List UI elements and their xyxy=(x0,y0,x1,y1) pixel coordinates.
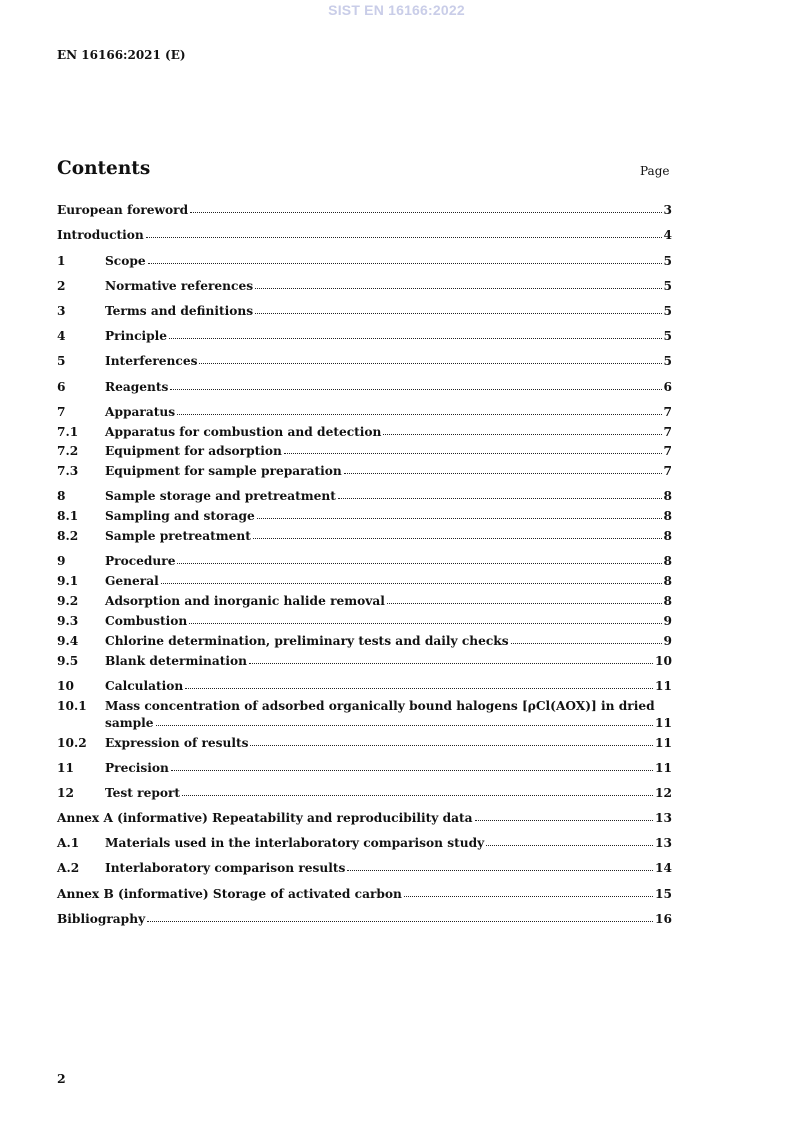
toc-entry-title: Adsorption and inorganic halide removal xyxy=(105,594,385,608)
toc-entry[interactable] xyxy=(57,911,672,928)
toc-entry-number: 10.1 xyxy=(57,699,87,713)
page-column-label: Page xyxy=(640,164,670,178)
dot-leader xyxy=(486,845,653,846)
toc-entry-title: Sampling and storage xyxy=(105,509,255,523)
toc-entry-title: Principle xyxy=(105,329,168,343)
toc-entry[interactable] xyxy=(57,573,672,590)
toc-entry-number: 9.4 xyxy=(57,634,79,648)
toc-entry[interactable] xyxy=(57,593,672,610)
toc-entry[interactable] xyxy=(57,303,672,320)
dot-leader xyxy=(170,389,661,390)
toc-entry-page: 12 xyxy=(655,786,672,800)
toc-entry-page: 15 xyxy=(655,887,672,901)
toc-entry-title: Interlaboratory comparison results xyxy=(105,861,346,875)
dot-leader xyxy=(190,212,661,213)
toc-entry[interactable] xyxy=(57,278,672,295)
dot-leader xyxy=(257,518,662,519)
toc-entry-title: Equipment for adsorption xyxy=(105,444,282,458)
toc-entry-page: 13 xyxy=(655,836,672,850)
toc-entry-number: 5 xyxy=(57,354,66,368)
toc-entry-title: Terms and definitions xyxy=(105,304,254,318)
toc-entry[interactable] xyxy=(57,443,672,460)
document-reference: EN 16166:2021 (E) xyxy=(57,48,186,62)
toc-entry-page: 14 xyxy=(655,861,672,875)
toc-entry-page: 8 xyxy=(663,594,672,608)
toc-entry-number: 7.3 xyxy=(57,464,79,478)
toc-entry[interactable] xyxy=(57,508,672,525)
toc-entry-page: 5 xyxy=(663,304,672,318)
toc-entry[interactable] xyxy=(57,253,672,270)
toc-entry[interactable] xyxy=(57,424,672,441)
toc-entry-page: 5 xyxy=(663,329,672,343)
toc-entry-title: sample xyxy=(105,716,154,730)
dot-leader xyxy=(146,237,662,238)
toc-entry[interactable] xyxy=(57,227,672,244)
toc-entry-number: 3 xyxy=(57,304,66,318)
toc-entry-number: 9.2 xyxy=(57,594,79,608)
toc-entry-page: 4 xyxy=(663,228,672,242)
toc-entry-number: 8 xyxy=(57,489,66,503)
toc-entry-title: Sample pretreatment xyxy=(105,529,251,543)
toc-entry-title: Materials used in the interlaboratory comparison study xyxy=(105,836,485,850)
toc-entry-title: Precision xyxy=(105,761,169,775)
toc-entry-title: Apparatus xyxy=(105,405,176,419)
dot-leader xyxy=(177,414,661,415)
toc-entry-number: 4 xyxy=(57,329,66,343)
toc-entry-title: European foreword xyxy=(57,203,189,217)
toc-entry-page: 13 xyxy=(655,811,672,825)
toc-entry-page: 9 xyxy=(663,634,672,648)
toc-entry-title: Normative references xyxy=(105,279,254,293)
toc-entry-page: 7 xyxy=(663,425,672,439)
toc-entry[interactable] xyxy=(57,810,672,827)
dot-leader xyxy=(255,288,661,289)
toc-entry-title: Chlorine determination, preliminary tests and daily checks xyxy=(105,634,509,648)
dot-leader xyxy=(511,643,662,644)
toc-entry[interactable] xyxy=(57,328,672,345)
toc-entry[interactable] xyxy=(57,633,672,650)
toc-entry-number: 6 xyxy=(57,380,66,394)
dot-leader xyxy=(387,603,662,604)
watermark: SIST EN 16166:2022 xyxy=(328,2,465,18)
toc-entry-page: 5 xyxy=(663,279,672,293)
toc-entry[interactable] xyxy=(57,886,672,903)
toc-entry-page: 5 xyxy=(663,354,672,368)
dot-leader xyxy=(182,795,653,796)
toc-entry-number: 2 xyxy=(57,279,66,293)
contents-heading: Contents xyxy=(57,158,151,179)
toc-entry-page: 8 xyxy=(663,574,672,588)
toc-entry-number: 9.1 xyxy=(57,574,79,588)
toc-entry-page: 5 xyxy=(663,254,672,268)
toc-entry-number: 7 xyxy=(57,405,66,419)
toc-entry-page: 9 xyxy=(663,614,672,628)
toc-entry-title: Calculation xyxy=(105,679,184,693)
toc-entry-page: 7 xyxy=(663,464,672,478)
page-number: 2 xyxy=(57,1071,66,1086)
dot-leader xyxy=(475,820,653,821)
toc-entry-page: 7 xyxy=(663,444,672,458)
dot-leader xyxy=(185,688,653,689)
toc-entry[interactable] xyxy=(57,698,672,732)
toc-entry-page: 11 xyxy=(655,679,672,693)
dot-leader xyxy=(284,453,662,454)
toc-entry[interactable] xyxy=(57,785,672,802)
toc-entry-number: 8.1 xyxy=(57,509,79,523)
toc-entry-title: Equipment for sample preparation xyxy=(105,464,342,478)
toc-entry-title: Combustion xyxy=(105,614,188,628)
toc-entry-title: Apparatus for combustion and detection xyxy=(105,425,382,439)
dot-leader xyxy=(156,725,653,726)
toc-entry[interactable] xyxy=(57,613,672,630)
toc-entry-title: Sample storage and pretreatment xyxy=(105,489,336,503)
toc-entry[interactable] xyxy=(57,379,672,396)
toc-entry-title: Blank determination xyxy=(105,654,247,668)
toc-entry-title: Annex B (informative) Storage of activated carbon xyxy=(57,887,402,901)
toc-entry-title: General xyxy=(105,574,159,588)
dot-leader xyxy=(250,745,653,746)
toc-entry[interactable] xyxy=(57,835,672,852)
toc-entry-title: Introduction xyxy=(57,228,144,242)
toc-entry-number: 12 xyxy=(57,786,74,800)
dot-leader xyxy=(169,338,661,339)
toc-entry-page: 7 xyxy=(663,405,672,419)
toc-entry[interactable] xyxy=(57,760,672,777)
toc-entry[interactable] xyxy=(57,653,672,670)
toc-entry-number: 7.2 xyxy=(57,444,79,458)
toc-entry-page: 8 xyxy=(663,554,672,568)
dot-leader xyxy=(199,363,661,364)
toc-entry-title: Reagents xyxy=(105,380,169,394)
toc-entry[interactable] xyxy=(57,553,672,570)
dot-leader xyxy=(383,434,661,435)
toc-entry-page: 16 xyxy=(655,912,672,926)
dot-leader xyxy=(147,921,653,922)
toc-entry-page: 11 xyxy=(655,736,672,750)
toc-entry-number: 10.2 xyxy=(57,736,87,750)
dot-leader xyxy=(344,473,662,474)
dot-leader xyxy=(253,538,662,539)
dot-leader xyxy=(177,563,661,564)
toc-entry-number: 9 xyxy=(57,554,66,568)
toc-entry-page: 6 xyxy=(663,380,672,394)
toc-entry-page: 11 xyxy=(655,761,672,775)
toc-entry-title: Scope xyxy=(105,254,146,268)
dot-leader xyxy=(338,498,662,499)
toc-entry-page: 8 xyxy=(663,509,672,523)
toc-entry[interactable] xyxy=(57,528,672,545)
toc-entry-title-line: Mass concentration of adsorbed organically bound halogens [ρCl(AOX)] in dried xyxy=(105,699,655,713)
dot-leader xyxy=(161,583,662,584)
dot-leader xyxy=(404,896,653,897)
toc-entry-number: 9.3 xyxy=(57,614,79,628)
toc-entry-title: Interferences xyxy=(105,354,198,368)
toc-entry-title: Annex A (informative) Repeatability and reproducibility data xyxy=(57,811,473,825)
dot-leader xyxy=(148,263,662,264)
toc-entry-number: A.2 xyxy=(57,861,80,875)
toc-entry-title: Procedure xyxy=(105,554,176,568)
toc-entry-number: 11 xyxy=(57,761,74,775)
toc-entry-title: Bibliography xyxy=(57,912,146,926)
toc-entry-page: 11 xyxy=(655,716,672,730)
dot-leader xyxy=(347,870,653,871)
toc-entry-number: 9.5 xyxy=(57,654,79,668)
toc-entry[interactable] xyxy=(57,860,672,877)
toc-entry[interactable] xyxy=(57,463,672,480)
toc-entry-number: 10 xyxy=(57,679,74,693)
toc-entry-title: Expression of results xyxy=(105,736,249,750)
toc-entry-page: 10 xyxy=(655,654,672,668)
dot-leader xyxy=(189,623,661,624)
dot-leader xyxy=(249,663,653,664)
toc-entry[interactable] xyxy=(57,735,672,752)
toc-entry-number: 1 xyxy=(57,254,66,268)
toc-entry-page: 8 xyxy=(663,529,672,543)
toc-entry-number: A.1 xyxy=(57,836,80,850)
toc-entry[interactable] xyxy=(57,678,672,695)
dot-leader xyxy=(171,770,653,771)
toc-entry-page: 3 xyxy=(663,203,672,217)
toc-entry-number: 8.2 xyxy=(57,529,79,543)
toc-entry[interactable] xyxy=(57,404,672,421)
toc-entry[interactable] xyxy=(57,202,672,219)
dot-leader xyxy=(255,313,661,314)
toc-entry[interactable] xyxy=(57,488,672,505)
toc-entry-number: 7.1 xyxy=(57,425,79,439)
toc-entry-title: Test report xyxy=(105,786,181,800)
toc-entry[interactable] xyxy=(57,353,672,370)
toc-entry-page: 8 xyxy=(663,489,672,503)
